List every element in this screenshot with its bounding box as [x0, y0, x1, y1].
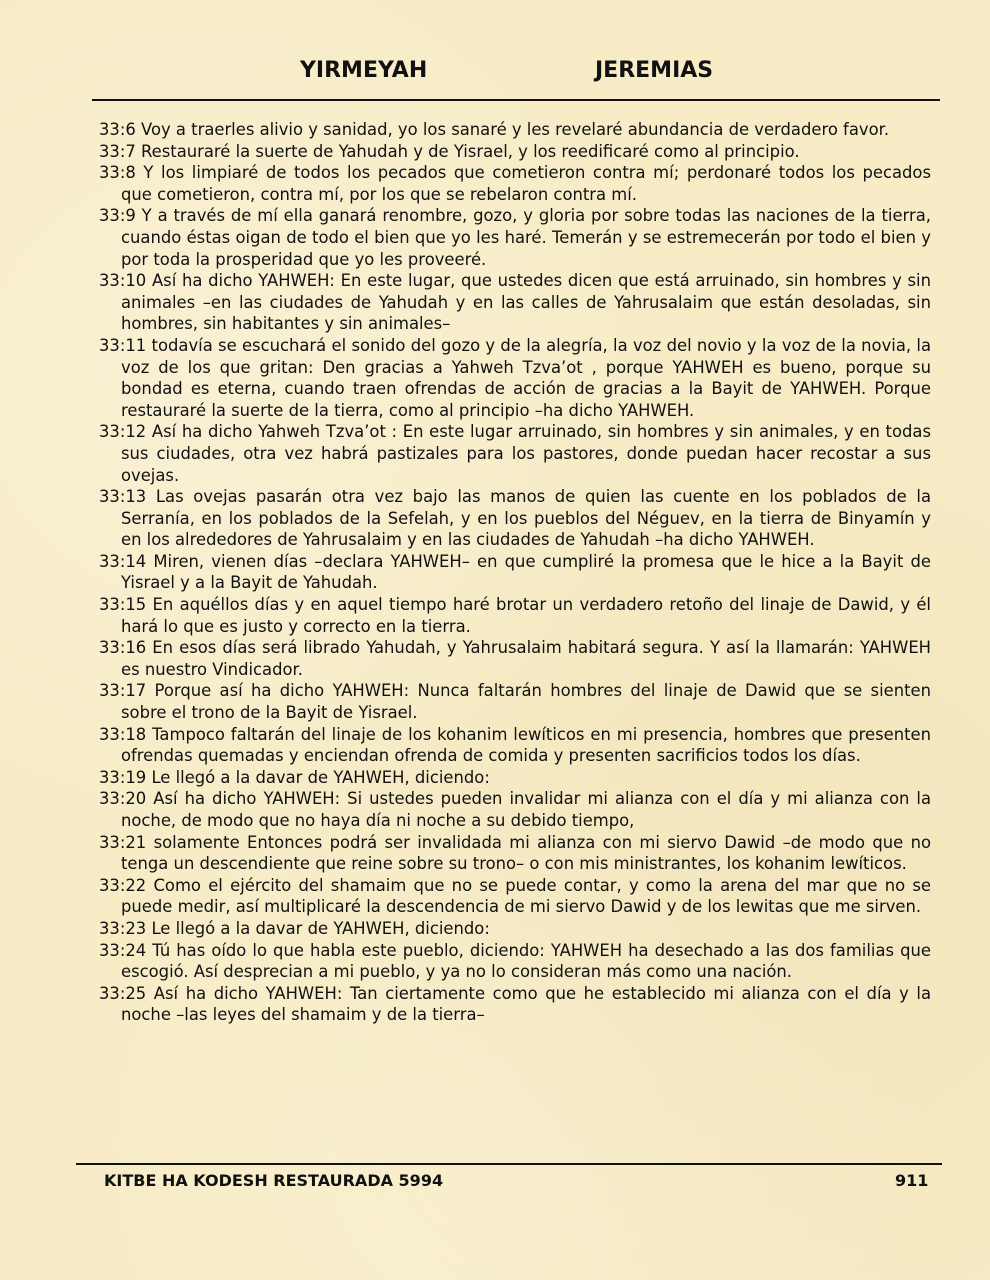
verse-33-8: 33:8 Y los limpiaré de todos los pecados que cometieron contra mí; perdonaré todos los pecados que cometieron, contra mí, por los que se rebelaron contra mí.: [99, 163, 931, 204]
verse-33-23: 33:23 Le llegó a la davar de YAHWEH, diciendo:: [99, 918, 490, 938]
page-number: 911: [895, 1171, 929, 1190]
verse-33-16: 33:16 En esos días será librado Yahudah, y Yahrusalaim habitará segura. Y así la llamarán: YAHWEH es nuestro Vindicador.: [99, 638, 931, 679]
verse-33-11: 33:11 todavía se escuchará el sonido del gozo y de la alegría, la voz del novio y la voz de la novia, la voz de los que gritan: Den gracias a Yahweh Tzva’ot , porque YAHWEH es bueno, porque su bondad es eterna, cuando traen ofrendas de acción de gracias a la Bayit de YAHWEH. Porque restauraré la suerte de la tierra, como al principio –ha dicho YAHWEH.: [99, 335, 931, 420]
footer-book-title: KITBE HA KODESH RESTAURADA 5994: [104, 1171, 444, 1190]
verse-33-7: 33:7 Restauraré la suerte de Yahudah y de Yisrael, y los reedificaré como al principio.: [99, 141, 800, 161]
verse-33-24: 33:24 Tú has oído lo que habla este pueblo, diciendo: YAHWEH ha desechado a las dos familias que escogió. Así desprecian a mi pueblo, y ya no lo consideran más como una nación.: [99, 940, 931, 982]
verse-33-20: 33:20 Así ha dicho YAHWEH: Si ustedes pueden invalidar mi alianza con el día y mi alianza con la noche, de modo que no haya día ni noche a su debido tiempo,: [99, 789, 931, 830]
header-divider: [92, 99, 940, 101]
verse-33-22: 33:22 Como el ejército del shamaim que no se puede contar, y como la arena del mar que no se puede medir, así multiplicaré la descendencia de mi siervo Dawid y de los lewitas que me sirven.: [99, 875, 931, 917]
verse-33-10: 33:10 Así ha dicho YAHWEH: En este lugar, que ustedes dicen que está arruinado, sin hombres y sin animales –en las ciudades de Yahudah y en las calles de Yahrusalaim que están desoladas, sin hombres, sin habitantes y sin animales–: [99, 271, 931, 334]
header-title-spanish: JEREMIAS: [595, 58, 714, 83]
verse-33-9: 33:9 Y a través de mí ella ganará renombre, gozo, y gloria por sobre todas las naciones de la tierra, cuando éstas oigan de todo el bien que yo les haré. Temerán y se estremecerán por todo el bien y por toda la prosperidad que yo les proveeré.: [99, 206, 931, 269]
verse-33-13: 33:13 Las ovejas pasarán otra vez bajo las manos de quien las cuente en los poblados de la Serranía, en los poblados de la Sefelah, y en los pueblos del Néguev, en la tierra de Binyamín y en los alrededores de Yahrusalaim y en las ciudades de Yahudah –ha dicho YAHWEH.: [99, 487, 931, 550]
footer-divider: [76, 1163, 942, 1165]
page-header: [0, 58, 990, 92]
verse-list: [99, 119, 931, 1026]
verse-33-14: 33:14 Miren, vienen días –declara YAHWEH– en que cumpliré la promesa que le hice a la Bayit de Yisrael y a la Bayit de Yahudah.: [99, 551, 931, 593]
verse-33-17: 33:17 Porque así ha dicho YAHWEH: Nunca faltarán hombres del linaje de Dawid que se sienten sobre el trono de la Bayit de Yisrael.: [99, 681, 931, 723]
header-title-hebrew: YIRMEYAH: [300, 58, 428, 83]
verse-33-15: 33:15 En aquéllos días y en aquel tiempo haré brotar un verdadero retoño del linaje de Dawid, y él hará lo que es justo y correcto en la tierra.: [99, 595, 931, 636]
verse-33-18: 33:18 Tampoco faltarán del linaje de los kohanim lewíticos en mi presencia, hombres que presenten ofrendas quemadas y enciendan ofrenda de comida y presenten sacrificios todos los días.: [99, 724, 931, 766]
verse-33-6: 33:6 Voy a traerles alivio y sanidad, yo los sanaré y les revelaré abundancia de verdadero favor.: [99, 120, 890, 139]
verse-33-25: 33:25 Así ha dicho YAHWEH: Tan ciertamente como que he establecido mi alianza con el día y la noche –las leyes del shamaim y de la tierra–: [99, 983, 931, 1025]
verse-33-12: 33:12 Así ha dicho Yahweh Tzva’ot : En este lugar arruinado, sin hombres y sin animales, y en todas sus ciudades, otra vez habrá pastizales para los pastores, donde puedan hacer recostar a sus ovejas.: [99, 422, 931, 485]
verse-33-19: 33:19 Le llegó a la davar de YAHWEH, diciendo:: [99, 767, 490, 787]
verse-33-21: 33:21 solamente Entonces podrá ser invalidada mi alianza con mi siervo Dawid –de modo que no tenga un descendiente que reine sobre su trono– o con mis ministrantes, los kohanim lewíticos.: [99, 832, 931, 874]
